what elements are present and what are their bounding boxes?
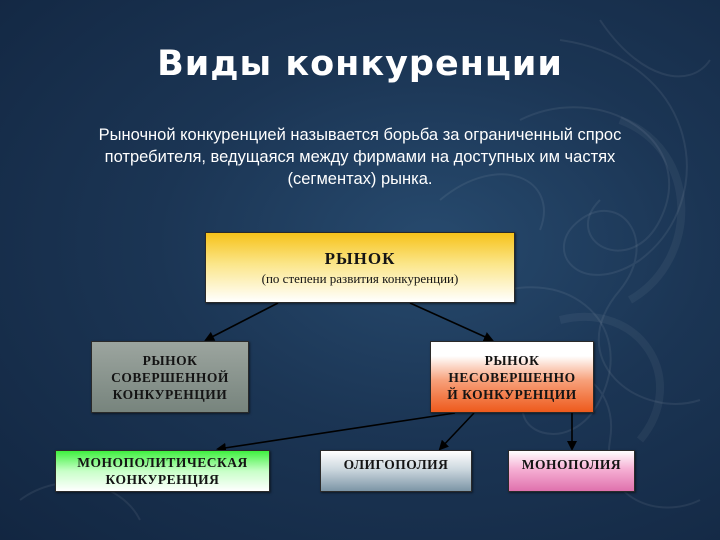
box-line: РЫНОК (484, 352, 540, 368)
box-line: СОВЕРШЕННОЙ (111, 369, 229, 385)
oligopoly-label: ОЛИГОПОЛИЯ (343, 457, 449, 472)
definition-line: (сегментах) рынка. (287, 170, 433, 188)
monopoly-label: МОНОПОЛИЯ (521, 457, 622, 472)
arrow-market-to-imperfect (410, 303, 492, 340)
market-box-subtitle: (по степени развития конкуренции) (261, 270, 459, 286)
oligopoly-box (320, 450, 472, 492)
imperfect-competition-box (430, 341, 594, 413)
definition-line: Рыночной конкуренцией называется борьба за ограниченный спрос (98, 126, 622, 144)
monopolistic-competition-box (55, 450, 270, 492)
arrow-market-to-perfect (206, 303, 278, 340)
arrow-imperfect-to-oligopoly (440, 413, 474, 449)
box-line: Й КОНКУРЕНЦИИ (447, 386, 577, 402)
box-line: НЕСОВЕРШЕННО (448, 369, 576, 385)
slide-title: Виды конкуренции (157, 44, 563, 84)
market-box (205, 232, 515, 303)
box-line: КОНКУРЕНЦИИ (112, 386, 228, 402)
box-line: РЫНОК (142, 352, 198, 368)
market-box-title: РЫНОК (324, 248, 396, 268)
perfect-competition-box (91, 341, 249, 413)
box-line: КОНКУРЕНЦИЯ (105, 472, 220, 487)
monopoly-box (508, 450, 635, 492)
box-line: МОНОПОЛИТИЧЕСКАЯ (77, 455, 248, 470)
arrow-imperfect-to-monopolistic (218, 413, 455, 449)
definition-line: потребителя, ведущаяся между фирмами на доступных им частях (104, 148, 616, 166)
